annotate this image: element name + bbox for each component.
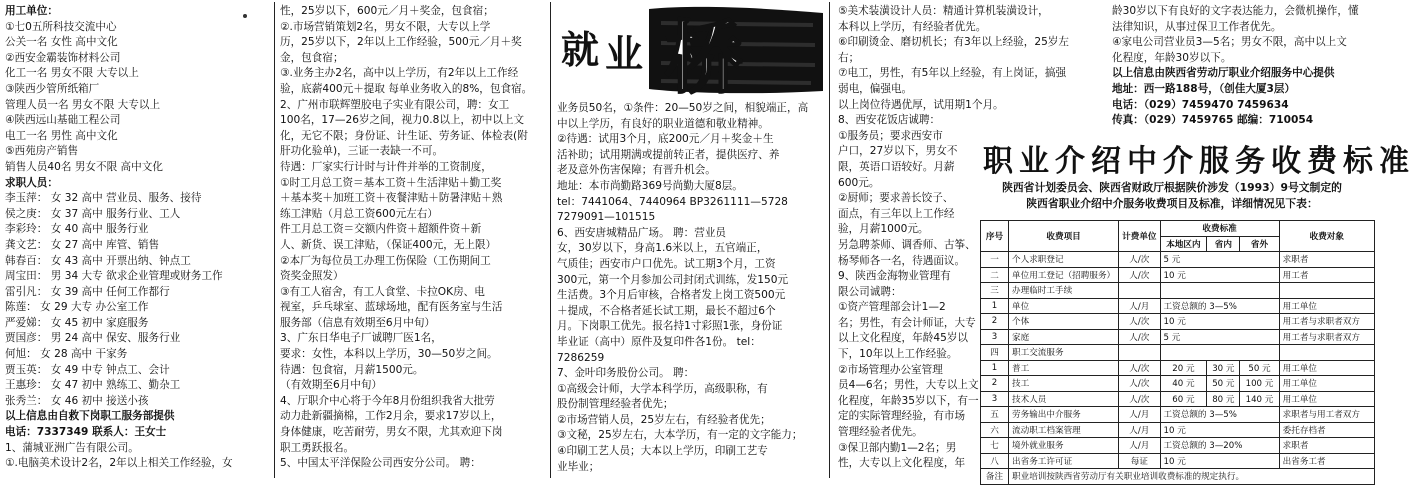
table-cell: 流动职工档案管理: [1009, 422, 1119, 438]
text-line: （有效期至6月中旬）: [280, 379, 383, 392]
table-cell: 10 元: [1160, 422, 1279, 438]
text-line: 贾国彦： 男 24 高中 保安、服务行业: [5, 332, 181, 345]
jiuye-qiao-masthead-logo: [553, 3, 829, 104]
table-cell: 普工: [1009, 360, 1119, 376]
text-line: 7、金叶印务股份公司。 聘：: [557, 367, 695, 380]
text-line: 验，月薪1000元。: [838, 223, 929, 236]
text-line: 名；男性，有会计师证，大专: [838, 316, 976, 329]
text-line: 1、蒲城亚洲广告有限公司。: [5, 441, 139, 454]
text-line: 性，大专以上文化程度，年: [838, 457, 966, 470]
table-cell: 单位: [1009, 298, 1119, 314]
text-line: tel：7441064、7440964 BP3261111—5728: [557, 195, 788, 208]
table-cell: 七: [981, 438, 1009, 454]
text-line: 业毕业；: [557, 460, 600, 473]
table-cell: 职工交流服务: [1009, 345, 1119, 361]
text-line: 下，10年以上工作经验。: [838, 348, 958, 361]
table-row: [981, 267, 1375, 283]
text-line: 以上岗位待遇优厚，试用期1个月。: [838, 98, 1004, 111]
table-row: [981, 252, 1375, 268]
table-cell: 二: [981, 267, 1009, 283]
text-line: 金，包食宿；: [280, 51, 344, 64]
text-line: 动力赴新疆摘棉，工作2月余，要求17岁以上，: [280, 410, 502, 423]
column-2-job-listings: [280, 4, 545, 478]
table-cell: 一: [981, 252, 1009, 268]
table-cell: 30 元: [1207, 360, 1240, 376]
text-line: 李玉萍： 女 32 高中 营业员、服务、接待: [5, 192, 202, 205]
table-cell: 人/次: [1119, 314, 1160, 330]
text-line: 待遇：厂家实行计时与计件并举的工资制度，: [280, 160, 492, 173]
text-line: 陈莲： 女 29 大专 办公室工作: [5, 301, 149, 314]
table-cell: 劳务输出中介服务: [1009, 407, 1119, 423]
table-row: [981, 360, 1375, 376]
text-line: 限，英语口语较好。月薪: [838, 160, 955, 173]
text-line: 传真：（029）7459765 邮编：710054: [1112, 114, 1314, 127]
table-cell: [1119, 345, 1160, 361]
table-cell: 家庭: [1009, 329, 1119, 345]
table-cell: 10 元: [1160, 314, 1279, 330]
column-3-job-listings: [557, 101, 822, 478]
text-line: ②本厂为每位员工办理工伤保险（工伤期间工: [280, 254, 491, 267]
table-cell: 用工者与求职者双方: [1279, 314, 1374, 330]
text-line: 人、新货、误工津贴，（保证400元，无上限）: [280, 238, 497, 251]
text-line: ＋基本奖＋加班工资＋夜餐津贴＋防暑津贴＋熟: [280, 192, 503, 205]
table-cell: 1: [981, 360, 1009, 376]
table-row: [981, 391, 1375, 407]
table-cell: [1160, 283, 1279, 299]
text-line: ②市场管理办公室管理: [838, 363, 943, 376]
text-line: ②市场营销人员，25岁左右，有经验者优先；: [557, 413, 771, 426]
text-line: 中以上学历，有良好的职业道德和敬业精神。: [557, 117, 769, 130]
table-cell: 用工单位: [1279, 376, 1374, 392]
table-cell: 用工单位: [1279, 298, 1374, 314]
text-line: 限公司诚聘：: [838, 285, 902, 298]
table-row: [981, 438, 1375, 454]
fee-table-header: 收费项目: [1009, 221, 1119, 252]
text-line: ⑥印刷烫金、磨切机长；有3年以上经验，25岁左: [838, 36, 1069, 49]
text-line: 户口，27岁以下，男女不: [838, 145, 958, 158]
table-cell: 2: [981, 376, 1009, 392]
fee-table-header: 计费单位: [1119, 221, 1160, 252]
text-line: 公关一名 女性 高中文化: [5, 36, 118, 49]
table-row: [981, 329, 1375, 345]
text-line: 300元，第一个月参加公司封闭式训练，发150元: [557, 273, 789, 286]
table-cell: 人/次: [1119, 329, 1160, 345]
table-cell: 出省务工许可证: [1009, 453, 1119, 469]
text-line: ④印刷工艺人员；大本以上学历，印刷工艺专: [557, 445, 768, 458]
text-line: 活补助；试用期满或提前转正者，提供医疗、养: [557, 148, 780, 161]
table-cell: 3: [981, 391, 1009, 407]
fee-standard-title: 职业介绍中介服务收费标准: [983, 144, 1415, 179]
table-cell: 60 元: [1160, 391, 1207, 407]
text-line: 以上文化程度，年龄45岁以: [838, 332, 969, 345]
logo-char-1: 就: [561, 28, 600, 72]
text-line: 肝功化验单)，三证一表缺一不可。: [280, 145, 444, 158]
table-cell: 100 元: [1240, 376, 1279, 392]
table-cell: 用工单位: [1279, 391, 1374, 407]
table-cell: 技工: [1009, 376, 1119, 392]
table-cell: 用工单位: [1279, 360, 1374, 376]
logo-char-3: 桥: [665, 14, 744, 104]
fee-subtitle-line-1: 陕西省计划委员会、陕西省财政厅根据陕价涉发（1993）9号文制定的: [1002, 181, 1342, 194]
text-line: 100名，17—26岁之间，视力0.8以上，初中以上文: [280, 114, 525, 127]
table-cell: 求职者: [1279, 252, 1374, 268]
text-line: 股份制管理经验者优先；: [557, 398, 674, 411]
column-1-job-listings: [5, 4, 270, 478]
text-line: 600元。: [838, 176, 880, 189]
table-cell: 80 元: [1207, 391, 1240, 407]
table-cell: 五: [981, 407, 1009, 423]
text-line: 服务部（信息有效期至6月中旬）: [280, 316, 436, 329]
text-line: 韩春百： 女 43 高中 开票出纳、钟点工: [5, 254, 191, 267]
text-line: 电话：（029）7459470 7459634: [1112, 98, 1289, 111]
table-cell: 2: [981, 314, 1009, 330]
table-cell: 工资总额的 3—20%: [1160, 438, 1279, 454]
table-cell: 六: [981, 422, 1009, 438]
table-cell: 工资总额的 3—5%: [1160, 298, 1279, 314]
text-line: 9、陕西金海物业管理有: [838, 270, 951, 283]
table-cell: 人/次: [1119, 267, 1160, 283]
table-cell: 用工者与求职者双方: [1279, 329, 1374, 345]
fee-table-subheader: 省内: [1207, 236, 1240, 252]
text-line: 7286259: [557, 351, 605, 364]
column-divider: [550, 2, 551, 478]
table-cell: 人/次: [1119, 252, 1160, 268]
fee-table-subheader: 本地区内: [1160, 236, 1207, 252]
text-line: ③文秘，25岁左右，大本学历，有一定的文字能力；: [557, 429, 803, 442]
text-line: 性，25岁以下，600元／月＋奖金，包食宿；: [280, 5, 494, 17]
table-cell: 人/月: [1119, 438, 1160, 454]
table-cell: 个体: [1009, 314, 1119, 330]
table-row: [981, 422, 1375, 438]
text-line: 资奖金照发）: [280, 270, 344, 283]
table-row: [981, 283, 1375, 299]
table-cell: 140 元: [1240, 391, 1279, 407]
fee-subtitle-line-2: 陕西省职业介绍中介服务收费项目及标准，详细情况见下表：: [1026, 197, 1318, 210]
text-line: ②.市场营销策划2名，男女不限，大专以上学: [280, 20, 491, 33]
text-line: 右；: [838, 51, 860, 64]
text-line: 4、厅职介中心将于今年8月份组织我省大批劳: [280, 394, 495, 407]
table-row: [981, 345, 1375, 361]
table-cell: 20 元: [1160, 360, 1207, 376]
text-line: 验，底薪400元＋提取 每单业务收入的8%，包食宿。: [280, 82, 533, 95]
text-line: ③保卫部内勤1—2名；男: [838, 441, 957, 454]
table-cell: 人/次: [1119, 376, 1160, 392]
text-line: 电工一名 男性 高中文化: [5, 129, 118, 142]
table-cell: 50 元: [1240, 360, 1279, 376]
text-line: 女，30岁以下，身高1.6米以上，五官端正，: [557, 242, 768, 255]
text-line: ②西安金霸装饰材料公司: [5, 51, 121, 64]
text-line: ②待遇：试用3个月，底200元／月＋奖金＋生: [557, 133, 774, 146]
text-line: 龚文艺： 女 27 高中 库管、销售: [5, 238, 160, 251]
text-line: 要求：女性，本科以上学历，30—50岁之间。: [280, 348, 498, 361]
text-line: ⑤西苑房产销售: [5, 145, 79, 158]
table-cell: 境外就业服务: [1009, 438, 1119, 454]
table-cell: [1119, 283, 1160, 299]
table-cell: 出省务工者: [1279, 453, 1374, 469]
text-line: ①服务员；要求西安市: [838, 129, 943, 142]
text-line: 杨琴师各一名，待遇面议。: [838, 254, 966, 267]
text-line: 职工勇跃报名。: [280, 441, 355, 454]
text-line: 雷引凡： 女 39 高中 任何工作都行: [5, 285, 170, 298]
text-line: ③有工人宿舍，有工人食堂、卡拉OK房、电: [280, 285, 485, 298]
text-line: 何旭： 女 28 高中 干家务: [5, 348, 128, 361]
text-line: 毕业证（高中）原件及复印件各1份。 tel：: [557, 335, 761, 348]
table-cell: 个人求职登记: [1009, 252, 1119, 268]
table-cell: 每证: [1119, 453, 1160, 469]
text-line: 练工津贴（月总工资600元左右）: [280, 207, 438, 220]
table-cell: 人/次: [1119, 391, 1160, 407]
text-line: ②厨师；要求善长饺子、: [838, 192, 954, 205]
text-line: 身体健康，吃苦耐劳，男女不限，尤其欢迎下岗: [280, 426, 503, 439]
text-line: ＋提成，不合格者延长试工期，最长不超过6个: [557, 304, 776, 317]
table-cell: 人/月: [1119, 298, 1160, 314]
text-line: 侯之庚： 女 37 高中 服务行业、工人: [5, 207, 181, 220]
text-line: 法律知识，从事过保卫工作者优先。: [1112, 20, 1282, 33]
text-line: 销售人员40名 男女不限 高中文化: [5, 160, 163, 173]
text-line: 李彩玲： 女 40 高中 服务行业: [5, 223, 149, 236]
table-cell: 求职者与用工者双方: [1279, 407, 1374, 423]
text-line: 地址：本市尚勤路369号尚勤大厦8层。: [557, 179, 743, 192]
table-row: [981, 298, 1375, 314]
text-line: 另急聘茶师、调香师、古筝、: [838, 238, 976, 251]
text-line: ③.业务主办2名，高中以上学历，有2年以上工作经: [280, 67, 519, 80]
table-cell: 人/月: [1119, 407, 1160, 423]
table-cell: 委托存档者: [1279, 422, 1374, 438]
table-cell: 工资总额的 3—5%: [1160, 407, 1279, 423]
fee-table-header: 序号: [981, 221, 1009, 252]
table-cell: 10 元: [1160, 267, 1279, 283]
table-row: [981, 376, 1375, 392]
table-note-row: [981, 469, 1375, 485]
text-line: ⑦电工，男性，有5年以上经验，有上岗证，搞强: [838, 67, 1067, 80]
text-line: 严爱娣： 女 45 初中 家庭服务: [5, 316, 149, 329]
table-cell: 单位用工登记（招聘服务）: [1009, 267, 1119, 283]
text-line: 管理经验者优先。: [838, 426, 923, 439]
text-line: 管理人员一名 男女不限 大专以上: [5, 98, 161, 111]
text-line: ①时工月总工资＝基本工资＋生活津贴＋勤工奖: [280, 176, 502, 189]
fee-standard-subtitle: [968, 180, 1376, 212]
fee-table-header: 收费标准: [1160, 221, 1279, 237]
table-cell: 10 元: [1160, 453, 1279, 469]
text-line: 生活费。3个月后审核，合格者发上岗工资500元: [557, 289, 786, 302]
text-line: 面点，有三年以上工作经: [838, 207, 955, 220]
text-line: 2、广州市联辉塑胶电子实业有限公司，聘：女工: [280, 98, 510, 111]
table-cell: 5 元: [1160, 252, 1279, 268]
text-line: 贾玉英： 女 49 中专 钟点工、会计: [5, 363, 170, 376]
table-cell: 用工者: [1279, 267, 1374, 283]
text-line: 张秀兰： 女 46 初中 接送小孩: [5, 394, 149, 407]
text-line: 以上信息由自救下岗职工服务部提供: [5, 410, 175, 423]
text-line: 用工单位：: [5, 5, 58, 17]
text-line: 5、中国太平洋保险公司西安分公司。 聘：: [280, 457, 481, 470]
text-line: 龄30岁以下有良好的文字表达能力，会微机操作，懂: [1112, 5, 1359, 17]
text-line: 求职人员：: [5, 176, 58, 189]
text-line: 7279091—101515: [557, 211, 656, 224]
text-line: 弱电，偏强电。: [838, 82, 913, 95]
text-line: 月。下岗职工优先。报名持1寸彩照1张，身份证: [557, 320, 783, 333]
table-cell: 求职者: [1279, 438, 1374, 454]
fee-table-header: 收费对象: [1279, 221, 1374, 252]
text-line: 周宝田： 男 34 大专 欲求企业管理或财务工作: [5, 270, 223, 283]
column-divider: [829, 2, 830, 478]
text-line: ④家电公司营业员3—5名；男女不限，高中以上文: [1112, 36, 1347, 49]
table-cell: 人/月: [1119, 422, 1160, 438]
text-line: ⑤美术装潢设计人员：精通计算机装潢设计，: [838, 5, 1049, 17]
text-line: 历，25岁以下，2年以上工作经验，500元／月＋奖: [280, 36, 522, 49]
text-line: 6、西安唐城精品广场。 聘：营业员: [557, 226, 727, 239]
table-cell: 技术人员: [1009, 391, 1119, 407]
table-row: [981, 314, 1375, 330]
text-line: 8、西安花饭店诚聘：: [838, 114, 941, 127]
table-cell: 3: [981, 329, 1009, 345]
text-line: 电话：7337349 联系人：王女士: [5, 426, 167, 439]
table-cell: 40 元: [1160, 376, 1207, 392]
table-cell: 人/次: [1119, 360, 1160, 376]
note-text: 职业培训按陕西省劳动厅有关职业培训收费标准的规定执行。: [1009, 469, 1375, 485]
table-cell: [1160, 345, 1279, 361]
text-line: 业务员50名，①条件：20—50岁之间，相貌端正，高: [557, 102, 809, 114]
text-line: 地址：西一路188号，（创佳大厦3层）: [1112, 82, 1296, 95]
table-cell: [1279, 345, 1374, 361]
text-line: 老及意外伤害保障；有晋升机会。: [557, 164, 716, 177]
text-line: ①高级会计师，大学本科学历，高级职称，有: [557, 382, 768, 395]
table-cell: 三: [981, 283, 1009, 299]
text-line: 件工月总工资＝交额内件资＋超额件资＋新: [280, 223, 482, 236]
text-line: 化，无它不限；身份证、计生证、劳务证、体检表(附: [280, 129, 528, 142]
text-line: 化程度，年龄30岁以下。: [1112, 51, 1232, 64]
text-line: 以上信息由陕西省劳动厅职业介绍服务中心提供: [1112, 67, 1335, 80]
text-line: ①七0五所科技交流中心: [5, 20, 117, 33]
table-cell: 50 元: [1207, 376, 1240, 392]
table-cell: 办理临时工手续: [1009, 283, 1119, 299]
text-line: 本科以上学历，有经验者优先。: [838, 20, 987, 33]
text-line: 员4—6名；男性，大专以上文: [838, 379, 979, 392]
text-line: 待遇：包食宿，月薪1500元。: [280, 363, 424, 376]
column-5-job-listings: [1112, 4, 1374, 129]
fee-table-subheader: 省外: [1240, 236, 1279, 252]
table-cell: 八: [981, 453, 1009, 469]
table-cell: 5 元: [1160, 329, 1279, 345]
text-line: 王惠珍： 女 47 初中 熟练工、勤杂工: [5, 379, 181, 392]
column-divider: [274, 2, 275, 478]
table-row: [981, 453, 1375, 469]
text-line: ①.电脑美术设计2名，2年以上相关工作经验，女: [5, 457, 233, 470]
text-line: 视室，乒乓球室、蓝球场地，配有医务室与生活: [280, 301, 503, 314]
text-line: 化程度，年龄35岁以下，有一: [838, 394, 979, 407]
logo-char-2: 业: [605, 32, 644, 76]
table-cell: [1279, 283, 1374, 299]
text-line: ③陕西少管所纸箱厂: [5, 82, 100, 95]
table-cell: 四: [981, 345, 1009, 361]
text-line: 定的实际管理经验，有市场: [838, 410, 966, 423]
text-line: 3、广东日华电子厂诚聘厂医1名，: [280, 332, 442, 345]
fee-table: [980, 220, 1375, 485]
note-label: 备注: [981, 469, 1009, 485]
table-cell: 1: [981, 298, 1009, 314]
table-row: [981, 407, 1375, 423]
text-line: ①资产管理部会计1—2: [838, 301, 946, 314]
text-line: ④陕西远山基础工程公司: [5, 114, 121, 127]
text-line: 化工一名 男女不限 大专以上: [5, 67, 139, 80]
text-line: 气质佳；西安市户口优先。试工期3个月，工资: [557, 257, 776, 270]
